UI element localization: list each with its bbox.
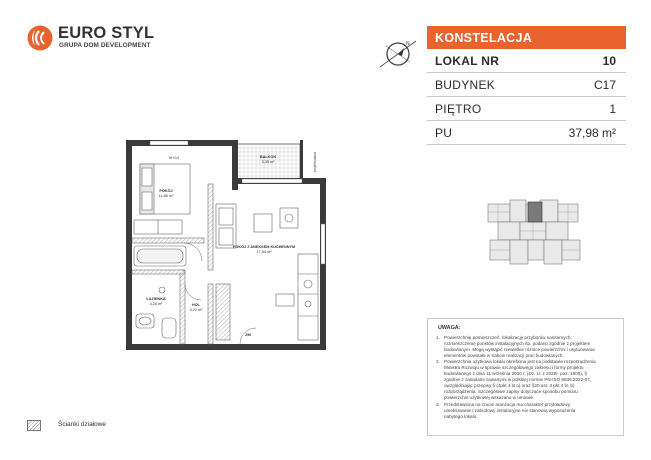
- info-value: 10: [602, 53, 616, 68]
- brand-name: EURO STYL: [58, 24, 155, 42]
- floor-plan: [120, 134, 330, 359]
- info-row-pu: [427, 121, 626, 145]
- note-line: umeblowanie i zabudowy instalacyjne nie stanowią wyposażenia: [444, 407, 576, 413]
- project-name: KONSTELACJA: [427, 26, 626, 49]
- note-line: rozporządzenia. Szczegółowe zapisy dotyczące sposobu pomiaru: [444, 389, 578, 395]
- room-area: 4,22 m²: [189, 308, 203, 312]
- info-label: BUDYNEK: [435, 77, 496, 92]
- info-row-pietro: [427, 97, 626, 121]
- room-area: 3,35 m²: [261, 160, 275, 164]
- info-value: C17: [593, 77, 616, 92]
- note-line: elementów powstałe w trakcie realizacji prac budowlanych.: [444, 353, 564, 359]
- info-label: LOKAL NR: [435, 53, 500, 68]
- note-line: budowlanego z dnia 11 września 2020 r. (Dz. U. z 2020r. poz. 1609), §: [444, 371, 587, 377]
- room-area: 11,86 m²: [158, 194, 174, 198]
- note-line: zgodnie z zasadami zawartymi w polskiej normie PN-ISO 9836:2022-07,: [444, 377, 592, 383]
- notes-list: [436, 335, 616, 420]
- info-label: PIĘTRO: [435, 101, 482, 116]
- note-line: 2. Powierzchnia użytkowa lokalu określona jest na podstawie rozporządzenia: [436, 359, 596, 365]
- room-area: 17,64 m²: [256, 250, 272, 254]
- note-line: rozmieszczenie punktów instalacyjnych itp. podano zgodnie z projektem: [444, 341, 591, 347]
- svg-text:N: N: [406, 41, 410, 47]
- wardrobe-label: ZM: [245, 332, 251, 337]
- room-label: HOL: [191, 303, 201, 307]
- notes-box: [427, 318, 624, 436]
- info-row-lokal: [427, 49, 626, 73]
- building-location-map: [484, 194, 584, 281]
- note-line: powierzchni użytkowej wskazano w umowie.: [444, 395, 535, 401]
- room-label: POKÓJ: [159, 189, 173, 193]
- note-line: 1. Powierzchnię pomieszczeń, lokalizację przyborów sanitarnych,: [436, 335, 572, 340]
- note-line: Ministra Rozwoju w sprawie szczegółowego zakresu i formy projektu: [444, 365, 584, 371]
- highlighted-unit: [528, 202, 542, 222]
- room-area: 4,26 m²: [149, 302, 163, 306]
- legend-label: Ścianki działowe: [58, 421, 107, 428]
- room-label: POKÓJ Z ANEKSEM KUCHENNYM: [232, 245, 296, 249]
- info-value: 1: [609, 101, 616, 116]
- note-line: budowlanym. Mogą wystąpić niewielkie różnice powierzchni i usytuowania: [444, 347, 595, 353]
- room-label: BALKON: [259, 155, 277, 159]
- brand-subtitle: GRUPA DOM DEVELOPMENT: [59, 42, 151, 49]
- room-label: ŁAZIENKA: [146, 297, 166, 301]
- info-row-budynek: [427, 73, 626, 97]
- apartment-info-table: [427, 26, 626, 145]
- note-line: 3. Przedstawiona na rzucie aranżacja ma charakter przykładowy,: [436, 401, 571, 407]
- info-value: 37,98 m²: [568, 125, 616, 140]
- note-line: uwzględniając przepisy § (4pkt 4 lit.a) oraz §20 ust. 3 pkt 4 lit. b): [444, 383, 575, 389]
- north-compass-icon: [378, 36, 418, 77]
- window-sill-label: NH-0,5: [168, 156, 180, 160]
- euro-styl-logo-icon: [26, 24, 54, 57]
- partition-wall-swatch: [27, 420, 41, 431]
- notes-title: UWAGA:: [438, 325, 461, 331]
- note-line: nabytego lokalu.: [444, 413, 478, 419]
- info-label: PU: [435, 125, 453, 140]
- wall-note-label: projektowana: [313, 151, 317, 173]
